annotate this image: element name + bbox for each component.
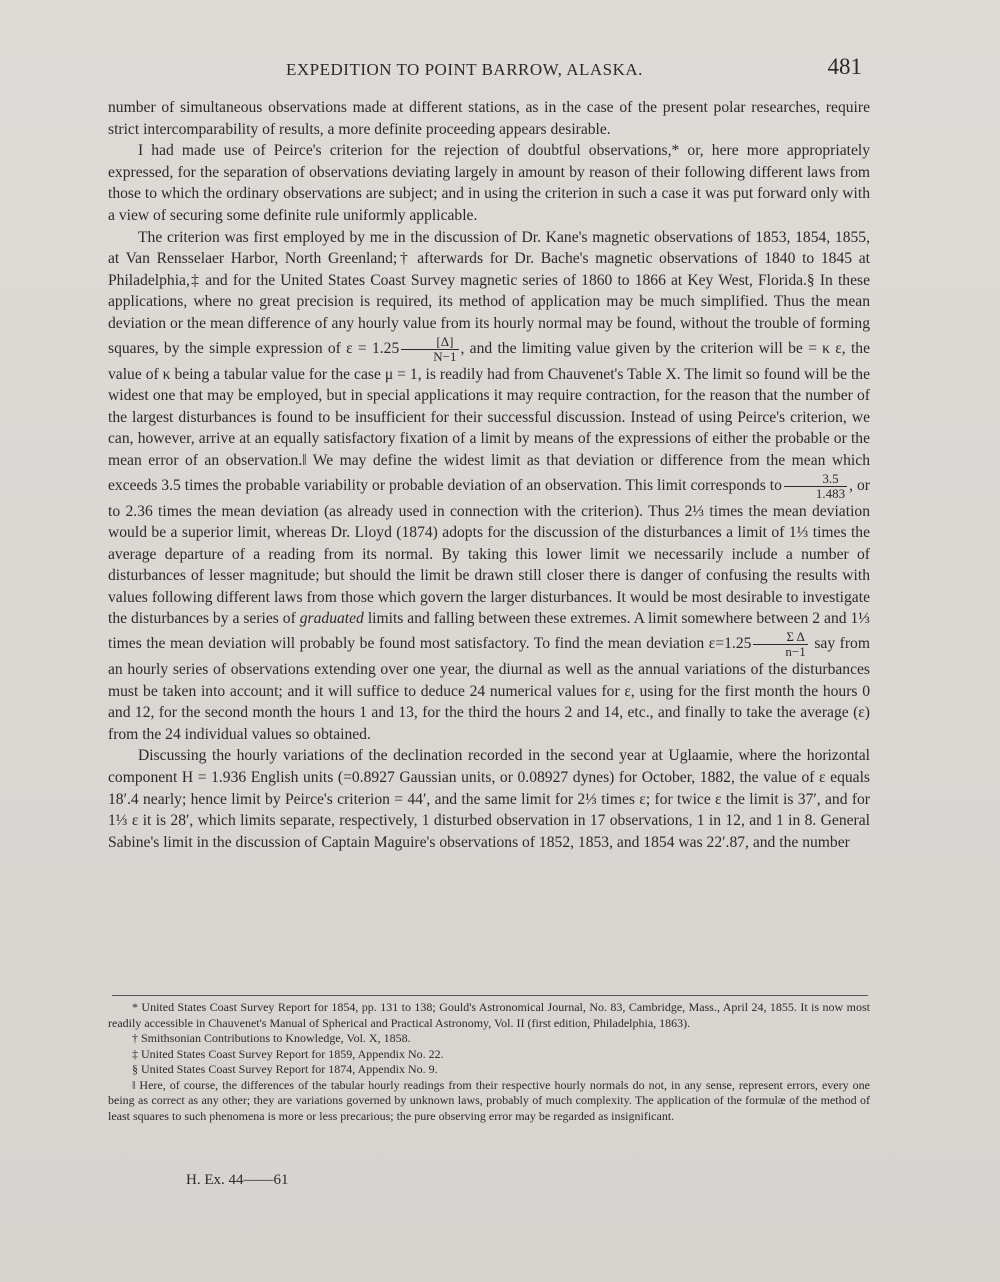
signature-mark: H. Ex. 44——61 (186, 1172, 289, 1188)
paragraph-3-part-e: say from an hourly series of observations extending over one year, the diurnal as well as the annual variations of the disturbances must be taken into account; and it will suffice to deduce 24 numerical values for ε, using for the first month the hours 0 and 12, for the second month the hours 1 and 13, for the third the hours 2 and 14, etc., and finally to take the average (ε) from the 24 individual values so obtained. (108, 635, 870, 743)
paragraph-1: number of simultaneous observations made at different stations, as in the case of the present polar researches, require strict intercomparability of results, a more definite proceeding appears desirable. (108, 99, 870, 138)
fraction-limit-ratio (784, 472, 847, 501)
footnote-2: † Smithsonian Contributions to Knowledge, Vol. X, 1858. (132, 1031, 411, 1045)
fraction-numerator: Σ Δ (753, 630, 807, 645)
paragraph-3 (108, 227, 870, 746)
footnote-5: ‖ Here, of course, the differences of the tabular hourly readings from their respective hourly normals do not, in any sense, represent errors, every one being as correct as any other; they are variations governed by unknown laws, probably of much complexity. The application of the formulæ of the method of least squares to such phenomena is more or less precarious; the pure observing error may be regarded as insignificant. (108, 1077, 870, 1123)
fraction-denominator: n−1 (785, 644, 806, 660)
footnotes (108, 1000, 870, 1124)
footnote-4: § United States Coast Survey Report for 1874, Appendix No. 9. (132, 1062, 438, 1076)
fraction-numerator: 3.5 (784, 472, 847, 487)
paragraph-4: Discussing the hourly variations of the declination recorded in the second year at Uglaamie, where the horizontal component H = 1.936 English units (=0.8927 Gaussian units, or 0.08927 dynes) for October, 1882, the value of ε equals 18′.4 nearly; hence limit by Peirce's criterion = 44′, and the same limit for 2⅓ times ε; for twice ε the limit is 37′, and for 1⅓ ε it is 28′, which limits separate, respectively, 1 disturbed observation in 17 observations, 1 in 12, and 1 in 8. General Sabine's limit in the discussion of Captain Maguire's observations of 1852, 1853, and 1854 was 22′.87, and the number (108, 747, 870, 851)
paragraph-2: I had made use of Peirce's criterion for the rejection of doubtful observations,* or, here more appropriately expressed, for the separation of observations deviating largely in amount by reason of their following different laws from those to which the ordinary observations are subject; and in using the criterion in such a case it was put forward only with a view of securing some definite rule uniformly applicable. (108, 142, 870, 224)
paragraph-3-part-c: , or to 2.36 times the mean deviation (as already used in connection with the criterion). Thus 2⅓ times the mean deviation would be a superior limit, whereas Dr. Lloyd (1874) adopts for the discussion of the disturbances a limit of 1⅓ times the average departure of a reading from its normal. By taking this lower limit we necessarily include a number of disturbances of lesser magnitude; but should the limit be drawn still closer there is danger of confusing the results with values following different laws from those which govern the larger disturbances. It would be most desirable to investigate the disturbances by a series of (108, 476, 870, 628)
paragraph-3-part-d: limits and falling between these extremes. A limit somewhere between 2 and 1⅓ times the mean deviation will probably be found most satisfactory. To find the mean deviation ε=1.25 (108, 610, 870, 653)
paragraph-3-part-a: The criterion was first employed by me in the discussion of Dr. Kane's magnetic observations of 1853, 1854, 1855, at Van Rensselaer Harbor, North Greenland;† afterwards for Dr. Bache's magnetic observations of 1840 to 1845 at Philadelphia,‡ and for the United States Coast Survey magnetic series of 1860 to 1866 at Key West, Florida.§ In these applications, where no great precision is required, its method of application may be much simplified. Thus the mean deviation or the mean difference of any hourly value from its hourly normal may be found, without the trouble of forming squares, by the simple expression of ε = 1.25 (108, 228, 870, 357)
italic-graduated: graduated (299, 610, 364, 628)
footnote-3: ‡ United States Coast Survey Report for 1859, Appendix No. 22. (132, 1046, 444, 1061)
body-text (108, 97, 870, 853)
footnote-divider (112, 995, 868, 996)
fraction-sum-deviation (753, 630, 807, 659)
fraction-denominator: 1.483 (815, 485, 846, 501)
fraction-numerator: [Δ] (401, 335, 458, 350)
page-number: 481 (827, 54, 862, 79)
footnote-1: * United States Coast Survey Report for 1854, pp. 131 to 138; Gould's Astronomical Journal, No. 83, Cambridge, Mass., April 24, 1855. It is now most readily accessible in Chauvenet's Manual of Spherical and Practical Astronomy, Vol. II (first edition, Philadelphia, 1863). (108, 1000, 870, 1030)
fraction-denominator: N−1 (433, 348, 457, 364)
fraction-mean-deviation (401, 335, 458, 364)
page-header (108, 54, 870, 84)
running-title: EXPEDITION TO POINT BARROW, ALASKA. (286, 60, 643, 79)
paragraph-3-part-b: , and the limiting value given by the criterion will be = κ ε, the value of κ being a tabular value for the case μ = 1, is readily had from Chauvenet's Table X. The limit so found will be the widest one that may be employed, but in special applications it may require contraction, for the reason that the number of the largest disturbances is found to be insufficient for their successful discussion. Instead of using Peirce's criterion, we can, however, arrive at an equally satisfactory fixation of a limit by means of the expressions of either the probable or the mean error of an observation.‖ We may define the widest limit as that deviation or difference from the mean which exceeds 3.5 times the probable variability or probable deviation of an observation. This limit corresponds to (108, 339, 870, 494)
